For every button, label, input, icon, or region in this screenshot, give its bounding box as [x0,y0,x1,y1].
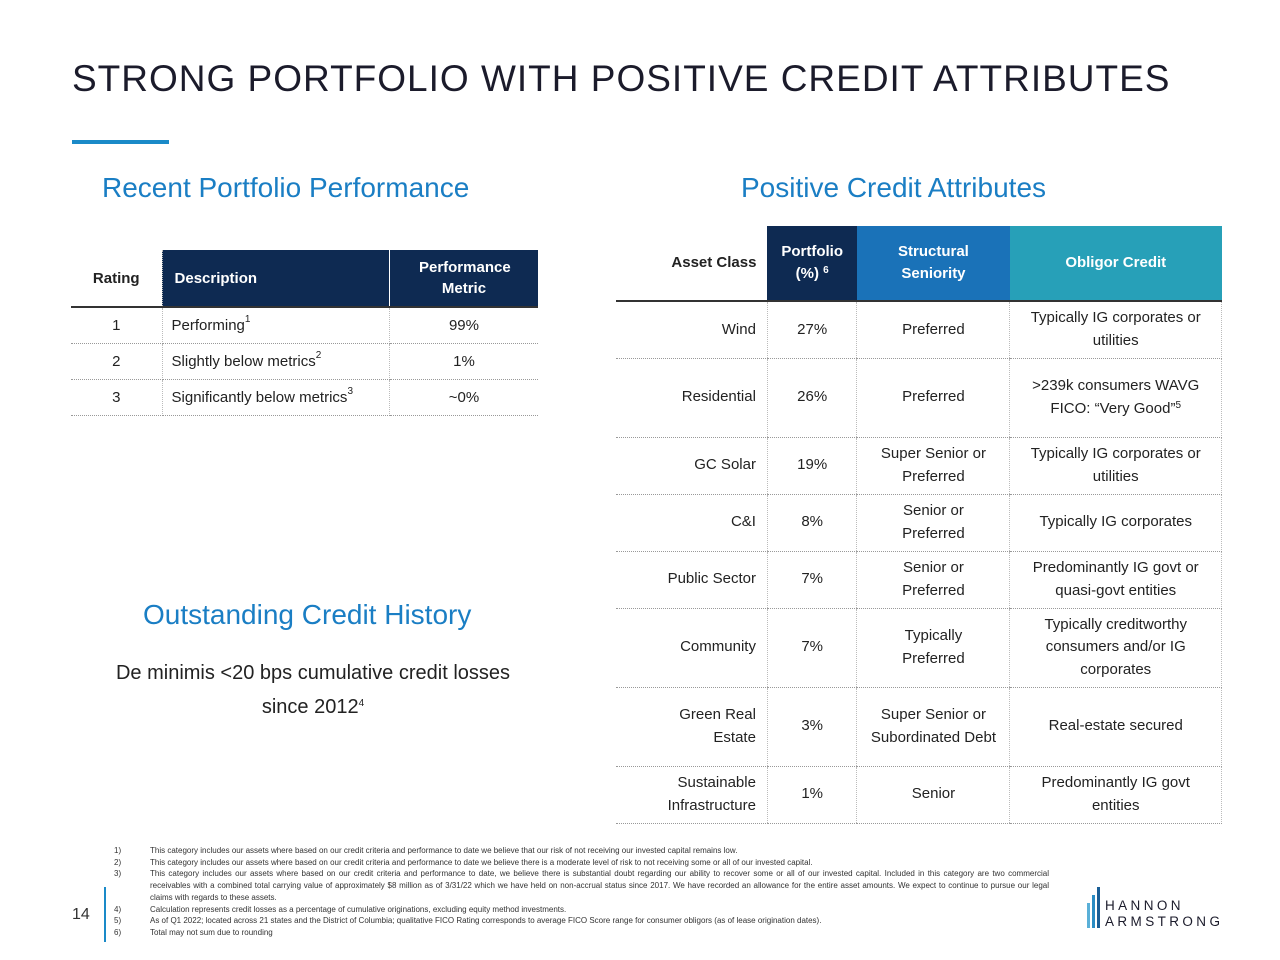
portfolio-pct-cell: 1% [767,766,856,823]
portfolio-pct-cell: 3% [767,687,856,766]
footnote-ref: 6 [823,265,829,276]
portfolio-pct-cell: 19% [767,437,856,494]
portfolio-pct-cell: 26% [767,358,856,437]
portfolio-pct-cell: 7% [767,551,856,608]
asset-class-cell: Wind [616,301,767,358]
slide-title: STRONG PORTFOLIO WITH POSITIVE CREDIT ATTRIBUTES [72,58,1171,99]
footnote: 3) This category includes our assets where based on our credit criteria and performance to date, we believe there is substantial doubt regarding our ability to recover some or all of our invested capital. Included in this category are two commercial receivables with a combined total carrying value of approximately $8 million as of 3/31/22 which we have held on non-accrual status since 2017. We have recorded an allowance for the entire asset amounts. We expect to continue to pursue our legal claims with regards to these assets. [114,869,1049,902]
logo-bars-icon [1085,883,1105,928]
obligor-cell: Predominantly IG govt entities [1010,766,1222,823]
credit-attributes-heading: Positive Credit Attributes [741,172,1047,203]
credit-history-line1: De minimis <20 bps cumulative credit losses [115,662,511,684]
seniority-cell: Typically Preferred [857,608,1010,687]
title-underline [72,140,169,144]
obligor-cell: Typically IG corporates or utilities [1010,301,1222,358]
header-performance-metric: Performance Metric [389,250,538,307]
page-number: 14 [72,906,90,923]
seniority-cell: Super Senior or Preferred [857,437,1010,494]
seniority-cell: Senior or Preferred [857,494,1010,551]
obligor-cell: Typically IG corporates [1010,494,1222,551]
header-asset-class: Asset Class [671,254,757,271]
asset-class-cell: Public Sector [616,551,767,608]
asset-class-cell: C&I [616,494,767,551]
asset-class-cell: Residential [616,358,767,437]
description-cell: Performing$^1$ [162,307,389,344]
table-row [71,380,538,416]
performance-table [71,250,538,416]
portfolio-performance-heading: Recent Portfolio Performance [102,172,470,203]
obligor-cell: Real-estate secured [1010,687,1222,766]
metric-cell: 99% [389,307,538,344]
header-obligor-credit: Obligor Credit [1010,226,1222,301]
logo-word-armstrong: ARMSTRONG [1105,914,1224,929]
table-row [71,307,538,344]
metric-cell: 1% [389,344,538,380]
table-row [616,687,1222,766]
footnote-ref: 4 [358,698,365,709]
table-row [616,437,1222,494]
seniority-cell: Super Senior or Subordinated Debt [857,687,1010,766]
obligor-cell: Predominantly IG govt or quasi-govt entities [1010,551,1222,608]
credit-attributes-table [616,226,1222,824]
footnote-ref: 5 [1175,399,1182,411]
table-row [71,344,538,380]
portfolio-pct-cell: 7% [767,608,856,687]
table-row [616,608,1222,687]
footnote-ref: 2 [315,350,322,361]
metric-cell: ~0% [389,380,538,416]
seniority-cell: Senior [857,766,1010,823]
obligor-cell: Typically IG corporates or utilities [1010,437,1222,494]
footnote-ref: 3 [347,386,353,397]
asset-class-cell: Sustainable Infrastructure [616,766,767,823]
footnote: 4) Calculation represents credit losses as a percentage of cumulative originations, excluding equity method investments. [114,904,567,914]
table-row [616,551,1222,608]
header-rating: Rating [71,250,162,307]
header-structural-seniority: Structural Seniority [857,226,1010,301]
footnote: 1) This category includes our assets where based on our credit criteria and performance to date we believe that our risk of not receiving our invested capital remains low. [114,846,738,855]
header-portfolio-pct: Portfolio (%) $^6$ [767,226,856,301]
credit-history-text [78,656,548,724]
seniority-cell: Senior or Preferred [857,551,1010,608]
credit-history-line2: since 2012$^4$ [261,696,365,718]
description-cell: Slightly below metrics$^2$ [162,344,389,380]
footnotes [114,845,1049,939]
page-number-divider [104,887,106,942]
rating-cell: 2 [71,344,162,380]
credit-table-header [616,226,1222,301]
hannon-armstrong-logo [1085,883,1225,928]
table-row [616,358,1222,437]
obligor-cell: Typically creditworthy consumers and/or IG corporates [1010,608,1222,687]
asset-class-cell: Community [616,608,767,687]
rating-cell: 1 [71,307,162,344]
logo-word-hannon: HANNON [1105,898,1184,913]
footnote-ref: 1 [244,314,251,325]
rating-cell: 3 [71,380,162,416]
footnote: 5) As of Q1 2022; located across 21 states and the District of Columbia; qualitative FICO Rating corresponds to average FICO Score range for consumer obligors (as of lease origination dates). [114,916,822,926]
asset-class-cell: GC Solar [616,437,767,494]
seniority-cell: Preferred [857,358,1010,437]
portfolio-pct-cell: 27% [767,301,856,358]
table-row [616,494,1222,551]
obligor-cell: >239k consumers WAVG FICO: “Very Good”$^5$ [1010,358,1222,437]
asset-class-cell: Green Real Estate [616,687,767,766]
performance-table-header [71,250,538,307]
footnote: 2) This category includes our assets where based on our credit criteria and performance to date we believe there is a moderate level of risk to not receiving some or all of our invested capital. [114,857,813,867]
seniority-cell: Preferred [857,301,1010,358]
table-row [616,766,1222,823]
description-cell: Significantly below metrics$^3$ [162,380,389,416]
header-description: Description [162,250,389,307]
footnote: 6) Total may not sum due to rounding [114,927,273,937]
table-row [616,301,1222,358]
portfolio-pct-cell: 8% [767,494,856,551]
credit-history-heading: Outstanding Credit History [143,599,472,630]
